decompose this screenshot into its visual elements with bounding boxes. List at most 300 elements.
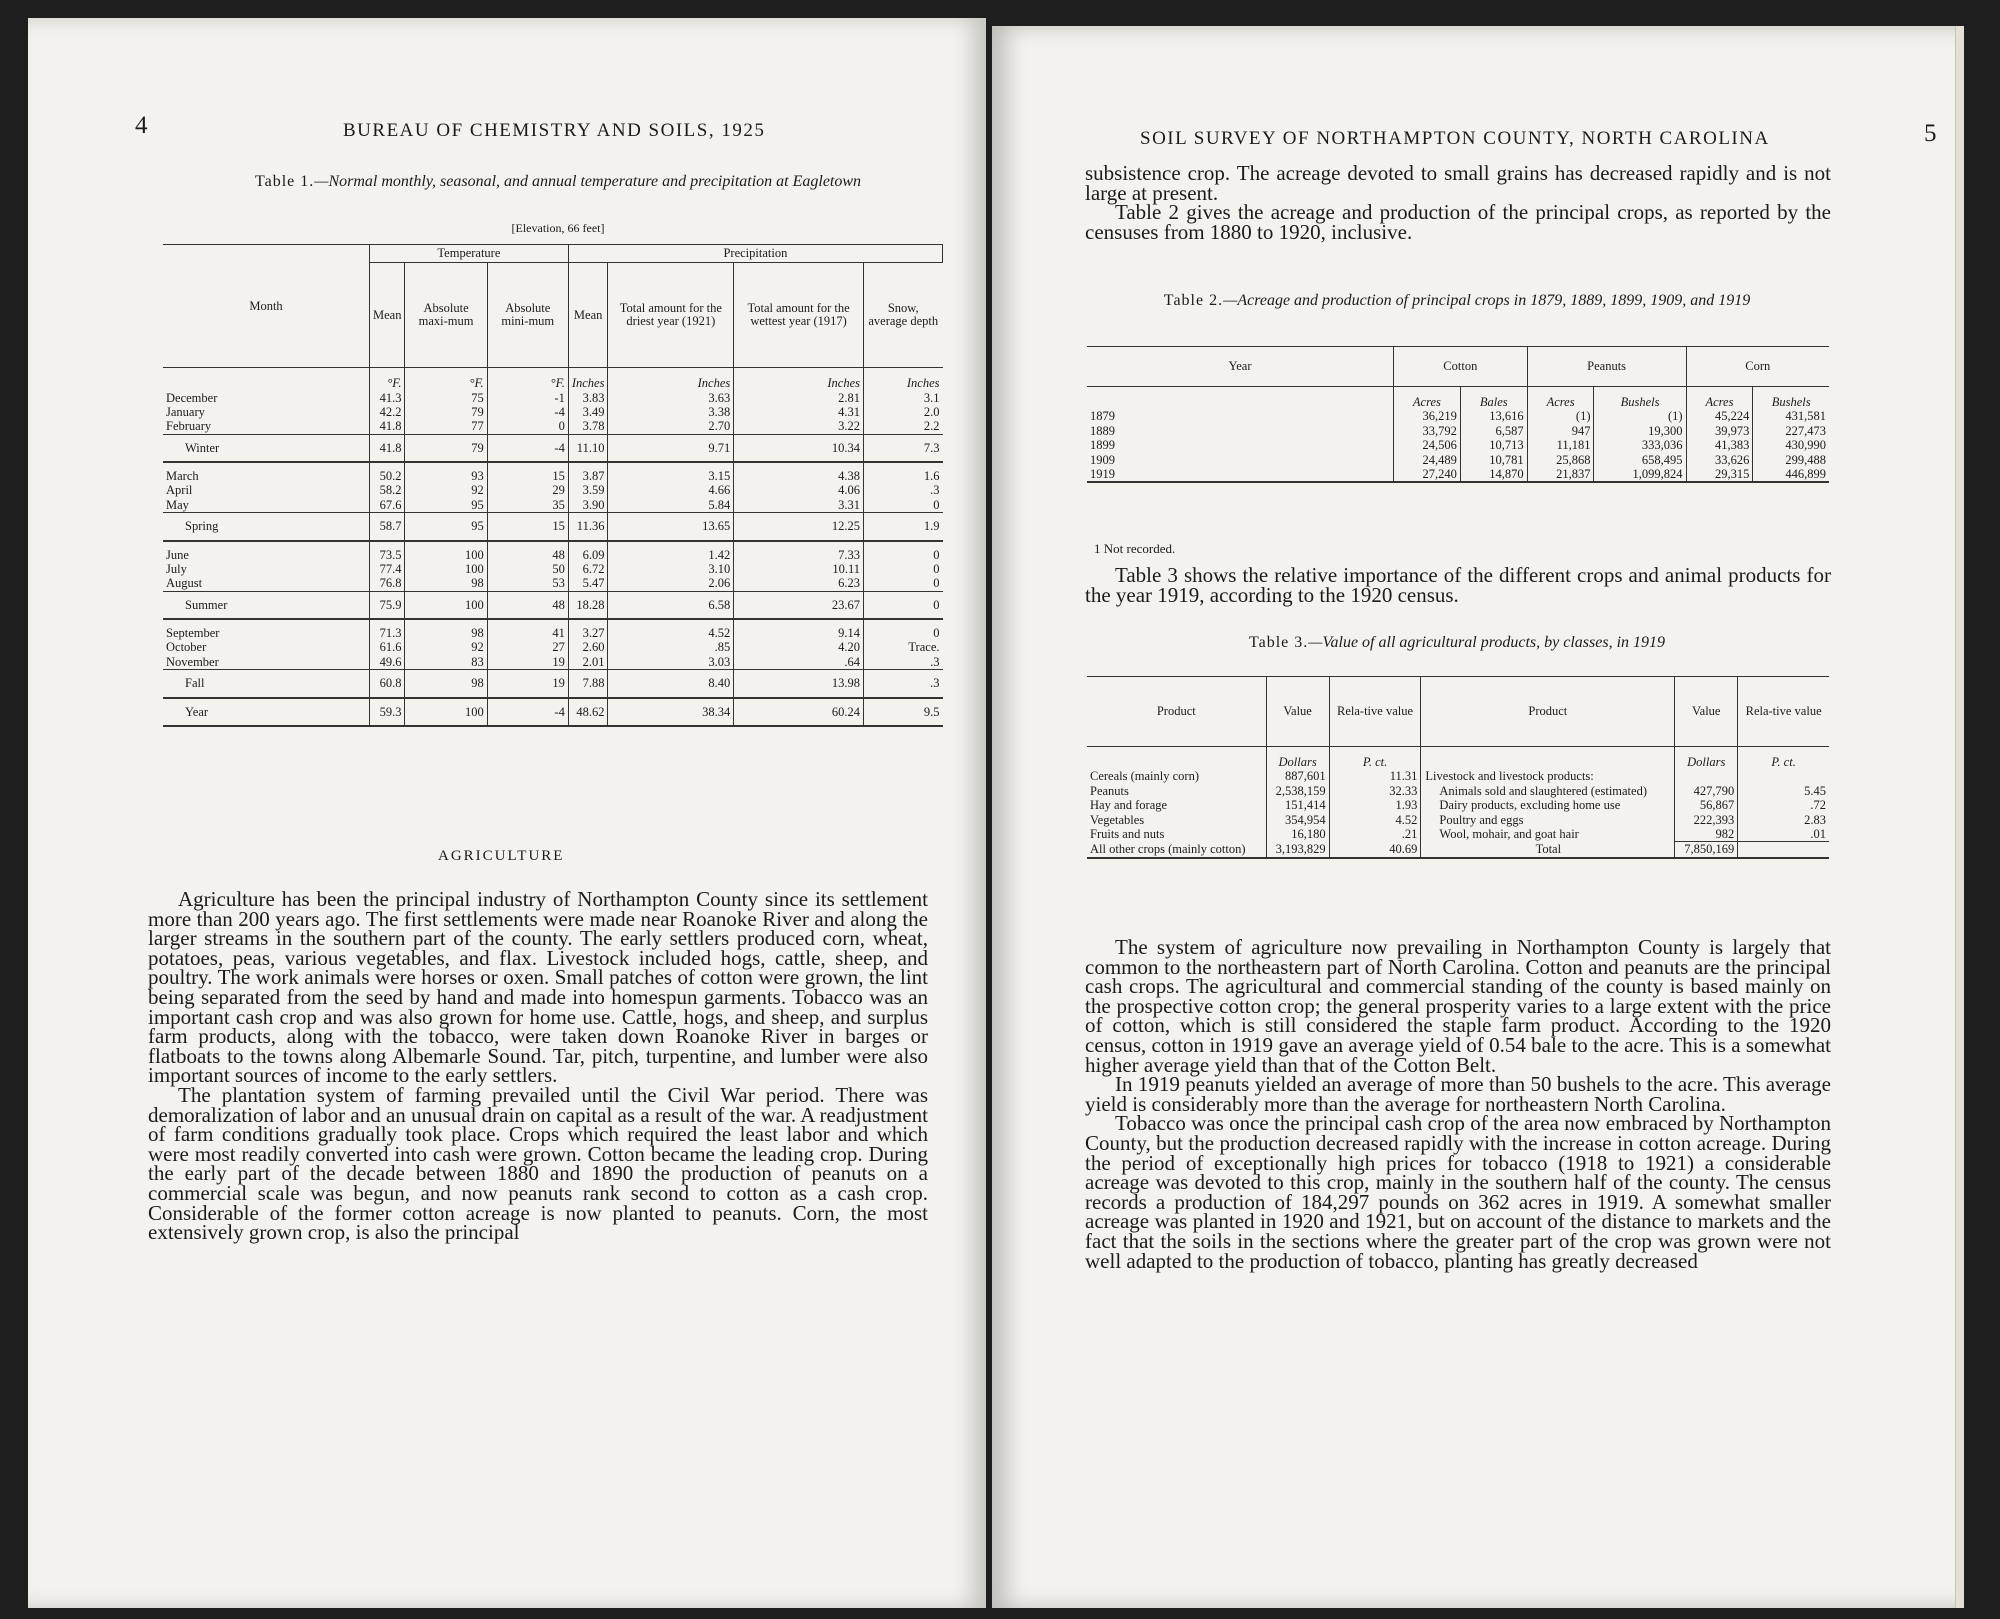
table2-title: —Acreage and production of principal crops in 1879, 1889, 1899, 1909, and 1919	[1223, 292, 1751, 309]
t1-season-row	[163, 513, 943, 541]
t3-unit-cell: P. ct.	[1329, 747, 1421, 770]
t1-cell: 8.40	[608, 670, 734, 698]
t2-row	[1087, 424, 1829, 438]
t1-cell: 98	[405, 576, 487, 591]
t1-cell: 4.52	[608, 619, 734, 640]
paragraph: Table 2 gives the acreage and production of the principal crops, as reported by the censuses from 1880 to 1920, inclusive.	[1085, 200, 1831, 244]
t3-cell	[1675, 769, 1738, 783]
t2-row-label: 1889	[1090, 423, 1115, 438]
t1-col-pmean: Mean	[568, 263, 608, 368]
t2-cell: 227,473	[1753, 424, 1829, 438]
t1-cell: 19	[487, 655, 568, 670]
t1-cell: 1.42	[608, 541, 734, 562]
t1-cell: 1.9	[863, 513, 942, 541]
t2-cell: 33,626	[1686, 453, 1753, 467]
t3-row	[1087, 813, 1829, 827]
t1-cell: 53	[487, 576, 568, 591]
t2-unit-cell: Bales	[1460, 387, 1527, 410]
t1-cell: 4.31	[734, 405, 864, 419]
t2-row-label: 1919	[1090, 466, 1115, 481]
page-edge	[1955, 26, 1964, 1608]
t1-cell: 11.10	[568, 434, 608, 462]
t1-cell: 77	[405, 419, 487, 434]
paragraph: Table 3 shows the relative importance of the different crops and animal products for the year 1919, according to the 1920 census.	[1085, 563, 1831, 607]
t2-row-label: 1899	[1090, 438, 1115, 453]
t2-cell: 947	[1527, 424, 1594, 438]
t1-cell: 3.22	[734, 419, 864, 434]
t3-row	[1087, 798, 1829, 812]
t1-cell: 76.8	[370, 576, 405, 591]
paragraph: Agriculture has been the principal industry of Northampton County since its settlement more than 200 years ago. The first settlements were made near Roanoke River and along the larger streams in the southern part of the county. The early settlers produced corn, wheat, potatoes, peas, various vegetables, and flax. Livestock included hogs, cattle, sheep, and poultry. The work animals were horses or oxen. Small patches of cotton were grown, the lint being separated from the seed by hand and made into homespun garments. Tobacco was an important cash crop and was also grown for home use. Cattle, hogs, and sheep, and surplus farm products, along with the tobacco, were taken down Roanoke River in barges or flatboats to the towns along Albemarle Sound. Tar, pitch, turpentine, and lumber were also important sources of income to the early settlers.	[148, 887, 928, 1088]
right-running-head-text: SOIL SURVEY OF NORTHAMPTON COUNTY, NORTH CAROLINA	[1140, 128, 1770, 149]
t1-unit-cell: Inches	[568, 368, 608, 391]
t2-col-cotton: Cotton	[1394, 347, 1528, 387]
t1-cell: 2.01	[568, 655, 608, 670]
t2-row	[1087, 409, 1829, 423]
t1-cell: 2.06	[608, 576, 734, 591]
t3-col-relative-right: Rela-tive value	[1738, 677, 1829, 747]
t1-cell: 0	[863, 619, 942, 640]
t1-units-row	[163, 368, 943, 391]
table1-body	[163, 368, 943, 726]
t1-month-row	[163, 498, 943, 513]
t1-month-row	[163, 462, 943, 483]
t2-cell: 446,899	[1753, 467, 1829, 482]
t3-product-left: Cereals (mainly corn)	[1090, 769, 1199, 784]
t2-cell: 299,488	[1753, 453, 1829, 467]
t3-cell: 56,867	[1675, 798, 1738, 812]
right-intro-text	[1085, 161, 1831, 244]
t3-cell: 982	[1675, 827, 1738, 842]
t1-unit-cell: °F.	[487, 368, 568, 391]
t3-col-value-right: Value	[1675, 677, 1738, 747]
t1-cell: .3	[863, 483, 942, 497]
t1-cell: 49.6	[370, 655, 405, 670]
t1-cell: 100	[405, 591, 487, 619]
t3-cell: 1.93	[1329, 798, 1421, 812]
t1-cell: 3.78	[568, 419, 608, 434]
right-body-text	[1085, 935, 1831, 1273]
t1-group-precipitation: Precipitation	[568, 245, 942, 263]
t2-cell: 36,219	[1394, 409, 1461, 423]
t1-row-label: Spring	[163, 513, 370, 541]
t1-cell: 100	[405, 541, 487, 562]
left-page	[28, 18, 986, 1608]
t3-cell: .72	[1738, 798, 1829, 812]
t1-cell: 60.24	[734, 698, 864, 726]
t1-cell: 11.36	[568, 513, 608, 541]
t2-cell: 10,781	[1460, 453, 1527, 467]
t1-season-row	[163, 670, 943, 698]
t2-cell: 21,837	[1527, 467, 1594, 482]
t1-cell: Trace.	[863, 640, 942, 654]
t1-cell: 3.10	[608, 562, 734, 576]
t1-row-label: Fall	[163, 670, 370, 698]
t1-month-row	[163, 619, 943, 640]
t2-bottom-cell	[1087, 482, 1829, 487]
table3-caption	[1087, 634, 1827, 652]
t1-cell: 92	[405, 640, 487, 654]
t1-row-label: Year	[163, 698, 370, 726]
t1-cell: 3.59	[568, 483, 608, 497]
t1-cell: 0	[487, 419, 568, 434]
t1-cell: 93	[405, 462, 487, 483]
t1-row-label: Winter	[163, 434, 370, 462]
t1-season-row	[163, 591, 943, 619]
table3-label: Table 3.	[1248, 634, 1309, 651]
t1-cell: 0	[863, 498, 942, 513]
t1-row-label: January	[166, 404, 205, 419]
t1-cell: 92	[405, 483, 487, 497]
t1-cell: 13.65	[608, 513, 734, 541]
t3-cell: 151,414	[1266, 798, 1329, 812]
right-running-head	[1100, 120, 1938, 160]
t3-cell: 7,850,169	[1675, 842, 1738, 858]
t1-cell: 7.3	[863, 434, 942, 462]
t1-cell: 50	[487, 562, 568, 576]
t3-col-product-left: Product	[1087, 677, 1266, 747]
t1-cell: 0	[863, 576, 942, 591]
t1-col-abs-min: Absolute mini-mum	[487, 263, 568, 368]
t1-cell: 50.2	[370, 462, 405, 483]
t1-cell: 41.3	[370, 391, 405, 405]
paragraph: The system of agriculture now prevailing in Northampton County is largely that common to the northeastern part of North Carolina. Cotton and peanuts are the principal cash crops. The agricultural and commercial standing of the county is based mainly on the prospective cotton crop; the general prosperity varies to a large extent with the price of cotton, which is still considered the staple farm product. According to the 1920 census, cotton in 1919 gave an average yield of 0.54 bale to the acre. This is a somewhat higher average yield than that of the Cotton Belt.	[1085, 935, 1831, 1077]
t1-cell: 59.3	[370, 698, 405, 726]
t1-cell: 48	[487, 541, 568, 562]
t3-cell: 5.45	[1738, 784, 1829, 798]
t1-cell: 75.9	[370, 591, 405, 619]
t2-unit-cell: Acres	[1394, 387, 1461, 410]
t1-row-label: March	[166, 469, 199, 483]
t1-month-row	[163, 562, 943, 576]
t1-cell: 9.71	[608, 434, 734, 462]
t2-cell: 430,990	[1753, 438, 1829, 452]
t1-cell: 3.49	[568, 405, 608, 419]
t3-cell: 40.69	[1329, 842, 1421, 858]
t3-cell	[1738, 842, 1829, 858]
t1-cell: .64	[734, 655, 864, 670]
t2-row	[1087, 467, 1829, 482]
t2-cell: 29,315	[1686, 467, 1753, 482]
t2-unit-cell: Acres	[1686, 387, 1753, 410]
t2-cell: 13,616	[1460, 409, 1527, 423]
t1-month-row	[163, 483, 943, 497]
table3-title: —Value of all agricultural products, by classes, in 1919	[1308, 634, 1666, 651]
t2-unit-cell: Acres	[1527, 387, 1594, 410]
t3-row	[1087, 769, 1829, 783]
t1-month-row	[163, 405, 943, 419]
t1-cell: 98	[405, 619, 487, 640]
right-page-number: 5	[1924, 120, 1938, 147]
t1-cell: 48	[487, 591, 568, 619]
t1-cell: 7.88	[568, 670, 608, 698]
t1-row-label: May	[166, 497, 189, 512]
t1-cell: 83	[405, 655, 487, 670]
t1-cell: 3.38	[608, 405, 734, 419]
t1-month-row	[163, 419, 943, 434]
t1-row-label: February	[166, 419, 212, 434]
t1-row-label: June	[166, 547, 189, 562]
t1-cell: 73.5	[370, 541, 405, 562]
t3-bottom-cell	[1087, 858, 1829, 863]
t1-group-temperature: Temperature	[370, 245, 569, 263]
t2-cell: 24,489	[1394, 453, 1461, 467]
t1-cell: 0	[863, 591, 942, 619]
t1-row-label: September	[166, 626, 220, 640]
t3-product-right: Animals sold and slaughtered (estimated)	[1421, 784, 1675, 798]
t1-cell: 2.0	[863, 405, 942, 419]
t1-cell: 38.34	[608, 698, 734, 726]
t1-cell: 6.58	[608, 591, 734, 619]
t2-cell: 1,099,824	[1594, 467, 1686, 482]
t1-cell: 67.6	[370, 498, 405, 513]
left-running-head-text: BUREAU OF CHEMISTRY AND SOILS, 1925	[343, 120, 766, 141]
t1-cell: 4.38	[734, 462, 864, 483]
t3-cell: 887,601	[1266, 769, 1329, 783]
t2-cell: (1)	[1594, 409, 1686, 423]
t1-row-label: December	[166, 390, 218, 405]
t2-cell: 658,495	[1594, 453, 1686, 467]
t3-unit-blank	[1087, 747, 1266, 770]
t3-bottom-rule	[1087, 858, 1829, 863]
t1-cell: -1	[487, 391, 568, 405]
t1-row-label: Summer	[163, 591, 370, 619]
t1-cell: 58.2	[370, 483, 405, 497]
t2-cell: 33,792	[1394, 424, 1461, 438]
t1-cell: .3	[863, 670, 942, 698]
t1-row-label: August	[166, 576, 203, 591]
t2-unit-cell: Bushels	[1753, 387, 1829, 410]
t1-cell: 79	[405, 405, 487, 419]
t1-row-label: October	[166, 640, 207, 655]
t2-units-row	[1087, 387, 1829, 410]
t1-cell: 100	[405, 562, 487, 576]
left-running-head	[135, 112, 958, 152]
t2-cell: 24,506	[1394, 438, 1461, 452]
t2-col-corn: Corn	[1686, 347, 1829, 387]
t1-cell: 23.67	[734, 591, 864, 619]
t3-units-row	[1087, 747, 1829, 770]
table1	[163, 244, 943, 727]
t1-season-row	[163, 698, 943, 726]
t1-cell: 27	[487, 640, 568, 654]
t1-unit-blank	[163, 368, 370, 391]
t1-col-mean: Mean	[370, 263, 405, 368]
t1-cell: 3.90	[568, 498, 608, 513]
paragraph: Tobacco was once the principal cash crop of the area now embraced by Northampton County, but the production decreased rapidly with the increase in cotton acreage. During the period of exceptionally high prices for tobacco (1918 to 1921) a considerable acreage was devoted to this crop, mainly in the southern half of the county. The census records a production of 184,297 pounds on 362 acres in 1919. A somewhat smaller acreage was planted in 1920 and 1921, but on account of the distance to markets and the fact that the soils in the sections where the greater part of the crop was grown were not well adapted to the production of tobacco, planting has greatly decreased	[1085, 1111, 1831, 1273]
t3-col-product-right: Product	[1421, 677, 1675, 747]
t3-product-right: Poultry and eggs	[1421, 813, 1675, 827]
t2-cell: 25,868	[1527, 453, 1594, 467]
t1-cell: 3.27	[568, 619, 608, 640]
t2-cell: 14,870	[1460, 467, 1527, 482]
table1-title: —Normal monthly, seasonal, and annual temperature and precipitation at Eagletown	[314, 173, 862, 190]
t1-cell: -4	[487, 698, 568, 726]
t1-cell: 95	[405, 513, 487, 541]
t1-cell: -4	[487, 434, 568, 462]
t1-col-snow: Snow, average depth	[863, 263, 942, 368]
t2-cell: 10,713	[1460, 438, 1527, 452]
t1-month-row	[163, 640, 943, 654]
t3-product-left: All other crops (mainly cotton)	[1090, 841, 1246, 856]
t3-unit-cell: Dollars	[1675, 747, 1738, 770]
t1-month-row	[163, 541, 943, 562]
t1-cell: .3	[863, 655, 942, 670]
t1-cell: 6.23	[734, 576, 864, 591]
t3-cell	[1738, 769, 1829, 783]
t2-cell: 11,181	[1527, 438, 1594, 452]
t3-unit-cell: P. ct.	[1738, 747, 1829, 770]
t1-cell: -4	[487, 405, 568, 419]
t3-cell: 427,790	[1675, 784, 1738, 798]
t1-cell: 77.4	[370, 562, 405, 576]
t3-cell: 354,954	[1266, 813, 1329, 827]
t3-cell: 222,393	[1675, 813, 1738, 827]
t2-bottom-rule	[1087, 482, 1829, 487]
t1-cell: 3.1	[863, 391, 942, 405]
t1-month-row	[163, 391, 943, 405]
t2-row	[1087, 453, 1829, 467]
t2-col-peanuts: Peanuts	[1527, 347, 1686, 387]
t3-cell: 2,538,159	[1266, 784, 1329, 798]
t1-cell: 4.66	[608, 483, 734, 497]
table2-body	[1087, 387, 1829, 488]
t1-cell: 60.8	[370, 670, 405, 698]
paragraph: subsistence crop. The acreage devoted to small grains has decreased rapidly and is not large at present.	[1085, 161, 1831, 205]
t3-cell: 11.31	[1329, 769, 1421, 783]
t3-product-left: Vegetables	[1090, 812, 1145, 827]
t3-product-left: Hay and forage	[1090, 798, 1168, 813]
t2-unit-cell: Bushels	[1594, 387, 1686, 410]
t1-month-row	[163, 576, 943, 591]
t1-cell: 41	[487, 619, 568, 640]
t1-cell: 7.33	[734, 541, 864, 562]
t2-cell: 39,973	[1686, 424, 1753, 438]
t1-unit-cell: Inches	[863, 368, 942, 391]
t1-cell: 1.6	[863, 462, 942, 483]
t1-cell: 41.8	[370, 419, 405, 434]
t3-product-right: Wool, mohair, and goat hair	[1421, 827, 1675, 842]
t1-unit-cell: Inches	[734, 368, 864, 391]
t1-cell: 2.60	[568, 640, 608, 654]
table1-label: Table 1.	[254, 173, 315, 190]
t1-season-row	[163, 434, 943, 462]
t2-cell: 333,036	[1594, 438, 1686, 452]
t1-cell: 6.72	[568, 562, 608, 576]
t1-cell: 79	[405, 434, 487, 462]
t1-cell: 15	[487, 513, 568, 541]
t2-row	[1087, 438, 1829, 452]
t1-cell: 98	[405, 670, 487, 698]
t2-cell: 45,224	[1686, 409, 1753, 423]
t3-unit-cell: Dollars	[1266, 747, 1329, 770]
t1-cell: 4.20	[734, 640, 864, 654]
t1-cell: 75	[405, 391, 487, 405]
t1-month-row	[163, 655, 943, 670]
t1-cell: 71.3	[370, 619, 405, 640]
t3-row	[1087, 842, 1829, 858]
t1-cell: 6.09	[568, 541, 608, 562]
table2	[1087, 346, 1829, 487]
table1-caption	[163, 173, 953, 191]
t3-cell: 32.33	[1329, 784, 1421, 798]
t2-cell: 19,300	[1594, 424, 1686, 438]
t1-cell: 100	[405, 698, 487, 726]
t1-col-abs-max: Absolute maxi-mum	[405, 263, 487, 368]
t1-cell: 9.14	[734, 619, 864, 640]
t1-cell: 48.62	[568, 698, 608, 726]
t1-col-wettest: Total amount for the wettest year (1917)	[734, 263, 864, 368]
right-page	[992, 26, 1964, 1608]
t1-cell: 61.6	[370, 640, 405, 654]
t1-cell: 4.06	[734, 483, 864, 497]
t3-col-relative-left: Rela-tive value	[1329, 677, 1421, 747]
right-mid-text	[1085, 563, 1831, 607]
t2-unit-blank	[1087, 387, 1394, 410]
paragraph: In 1919 peanuts yielded an average of more than 50 bushels to the acre. This average yield is considerably more than the average for northeastern North Carolina.	[1085, 1072, 1831, 1116]
t1-cell: 2.70	[608, 419, 734, 434]
t1-unit-cell: °F.	[405, 368, 487, 391]
table3-body	[1087, 747, 1829, 863]
t1-cell: 41.8	[370, 434, 405, 462]
t2-cell: 27,240	[1394, 467, 1461, 482]
t1-cell: .85	[608, 640, 734, 654]
t1-cell: 29	[487, 483, 568, 497]
t3-cell: 3,193,829	[1266, 842, 1329, 858]
t3-unit-blank	[1421, 747, 1675, 770]
t1-cell: 19	[487, 670, 568, 698]
t1-cell: 3.31	[734, 498, 864, 513]
t1-cell: 18.28	[568, 591, 608, 619]
t1-cell: 2.2	[863, 419, 942, 434]
t1-cell: 3.87	[568, 462, 608, 483]
t2-cell: 6,587	[1460, 424, 1527, 438]
t3-product-left: Peanuts	[1090, 783, 1129, 798]
table2-label: Table 2.	[1163, 292, 1224, 309]
t1-cell: 95	[405, 498, 487, 513]
t1-cell: 0	[863, 541, 942, 562]
t2-cell: (1)	[1527, 409, 1594, 423]
t1-cell: 3.83	[568, 391, 608, 405]
t3-product-right: Dairy products, excluding home use	[1421, 798, 1675, 812]
t1-cell: 2.81	[734, 391, 864, 405]
t1-cell: 5.84	[608, 498, 734, 513]
t2-row-label: 1879	[1090, 409, 1115, 424]
t2-col-year: Year	[1087, 347, 1394, 387]
t1-cell: 10.11	[734, 562, 864, 576]
t1-row-label: November	[166, 654, 219, 669]
t1-cell: 9.5	[863, 698, 942, 726]
t3-product-right: Total	[1421, 842, 1675, 858]
t3-cell: 16,180	[1266, 827, 1329, 842]
left-body-text	[148, 887, 928, 1245]
t1-cell: 35	[487, 498, 568, 513]
t1-cell: 10.34	[734, 434, 864, 462]
t1-row-label: July	[166, 561, 187, 576]
t3-cell: 2.83	[1738, 813, 1829, 827]
t1-cell: 42.2	[370, 405, 405, 419]
table1-subtitle: [Elevation, 66 feet]	[511, 221, 605, 235]
t1-unit-cell: Inches	[608, 368, 734, 391]
t1-row-label: April	[166, 483, 193, 498]
t1-unit-cell: °F.	[370, 368, 405, 391]
left-page-number: 4	[135, 112, 149, 139]
t3-col-value-left: Value	[1266, 677, 1329, 747]
section-title-agriculture: AGRICULTURE	[438, 848, 565, 864]
t1-col-driest: Total amount for the driest year (1921)	[608, 263, 734, 368]
t1-cell: 15	[487, 462, 568, 483]
t1-cell: 58.7	[370, 513, 405, 541]
